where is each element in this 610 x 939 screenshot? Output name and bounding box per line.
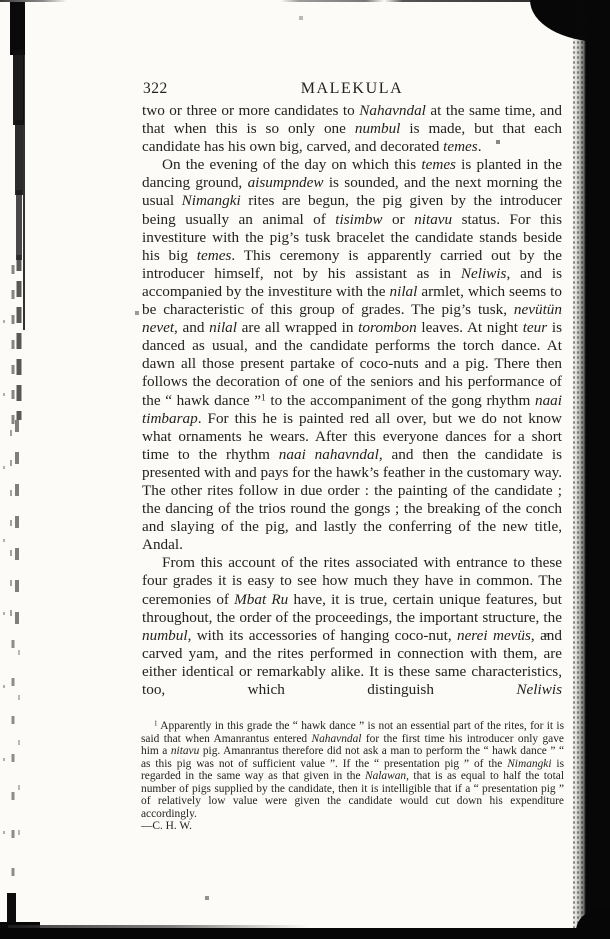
text-run: —C. H. W. <box>141 820 192 832</box>
native-term: Mbat Ru <box>234 590 289 608</box>
text-run: . For this he is painted red all over, but we do not know what ornaments he wears. After this everyone dances for a short time to the rhythm <box>142 409 562 463</box>
text-run: for the first time his introducer only gave him a <box>141 732 564 757</box>
native-term: numbul <box>354 120 401 138</box>
native-term: torombon <box>358 319 417 337</box>
footnote-marker: 1 <box>261 392 266 403</box>
native-term: Neliwis <box>460 264 507 282</box>
text-run: is sounded, and the next morning the usual <box>142 174 562 210</box>
text-run: Apparently in this grade the “ hawk dance ” is not an essential part of the rites, for it is said that when Amanrantus entered <box>141 720 564 745</box>
native-term: temes <box>443 138 478 156</box>
native-term: Nimangki <box>507 757 552 770</box>
native-term: teur <box>522 319 548 337</box>
text-run: is made, but that each candidate has his own big, carved, and decorated <box>142 120 562 156</box>
text-run: two or three or more candidates to <box>142 102 360 119</box>
native-term: Neliwis <box>516 681 562 698</box>
text-run: status. For this investiture with the pig’s tusk bracelet the candidate stands beside his big <box>142 210 562 264</box>
native-term: Nalawan <box>364 770 407 782</box>
text-run: pig. Amanrantus therefore did not ask a man to perform the “ hawk dance ” “ as this pig was not of sufficient value ”. If the “ presentation pig ” of the <box>141 745 564 770</box>
paragraph <box>142 156 562 554</box>
text-run: have, it is true, certain unique features, but throughout, the order of the proceedings, the important structure, the <box>142 590 562 626</box>
text-run: . <box>477 138 482 156</box>
native-term: Nahavndal <box>311 732 362 745</box>
running-head <box>142 80 562 100</box>
native-term: nitavu <box>414 210 453 228</box>
native-term: tisimbw <box>335 210 383 228</box>
page-number: 322 <box>143 80 168 97</box>
footnote-marker: 1 <box>154 719 158 728</box>
native-term: nerei mevüs <box>456 626 531 644</box>
text-run: or <box>382 210 415 228</box>
native-term: nevütün nevet <box>142 301 562 337</box>
text-run: . This ceremony is apparently carried out by the introducer himself, not by his assistant as in <box>142 246 562 282</box>
native-term: temes <box>196 246 232 264</box>
text-run: at the same time, and that when this is so only one <box>142 102 562 138</box>
body-text <box>142 102 562 699</box>
text-run: to the accompaniment of the gong rhythm <box>265 391 535 409</box>
text-run: is danced as usual, and the candidate performs the torch dance. At dawn all those present partake of coco-nuts and a pig. There then follows the decoration of one of the seniors and his performance of the “ hawk dance ” <box>142 319 562 409</box>
native-term: nitavu <box>170 745 200 757</box>
native-term: nilal <box>209 319 237 337</box>
scan-bottom-edge <box>0 928 610 939</box>
text-run: From this account of the rites associated with entrance to these four grades it is easy to see how much they have in common. The ceremonies of <box>142 554 562 608</box>
native-term: temes <box>421 156 456 174</box>
scan-specks <box>0 0 2 2</box>
text-run: , and carved yam, and the rites performed in connection with them, are either identical or remarkably alike. It is these same characteristics, too, which distinguish <box>142 626 562 698</box>
native-term: Nimangki <box>181 192 241 210</box>
text-run: is regarded in the same way as that given in the <box>141 757 564 782</box>
footnote-text <box>141 720 564 833</box>
running-title: MALEKULA <box>300 80 404 97</box>
native-term: naai timbarap <box>142 391 562 427</box>
scan-top-edge <box>0 0 610 2</box>
text-run: , with its accessories of hanging coco-nut, <box>187 626 457 644</box>
text-run: rites are begun, the pig given by the introducer being usually an animal of <box>142 192 562 228</box>
binding-gutter-shadow <box>0 0 40 939</box>
text-run: is planted in the dancing ground, <box>142 156 562 192</box>
text-run: , and <box>174 319 210 337</box>
text-run: , that is as equal to half the total number of pigs supplied by the candidate, then it is intelligible that if a “ presentation pig ” of relatively low value were given the candidate would cut down his expenditure accordingly. <box>141 770 564 820</box>
native-term: numbul <box>142 626 188 644</box>
text-run: armlet, which seems to be characteristic of this group of grades. The pig’s tusk, <box>142 282 562 319</box>
paragraph <box>142 102 562 156</box>
page-edge-shadow-right <box>586 0 610 939</box>
native-term: naai nahavndal <box>278 445 379 463</box>
native-term: aisumpndew <box>247 174 324 192</box>
native-term: Nahavndal <box>359 102 426 119</box>
text-run: leaves. At night <box>416 319 523 337</box>
text-run: , and is accompanied by the investiture with the <box>142 264 563 300</box>
text-run: , and then the candidate is presented with and pays for the hawk’s feather in the customary way. The other rites follow in due order : the painting of the candidate ; the dancing of the trios round the gongs ; the breaking of the conch and slaying of the pig, and lastly the conferring of the new title, Andal. <box>142 445 562 554</box>
text-run: are all wrapped in <box>236 319 359 337</box>
paragraph <box>142 554 562 699</box>
text-run: On the evening of the day on which this <box>162 156 422 174</box>
native-term: nilal <box>389 282 418 300</box>
